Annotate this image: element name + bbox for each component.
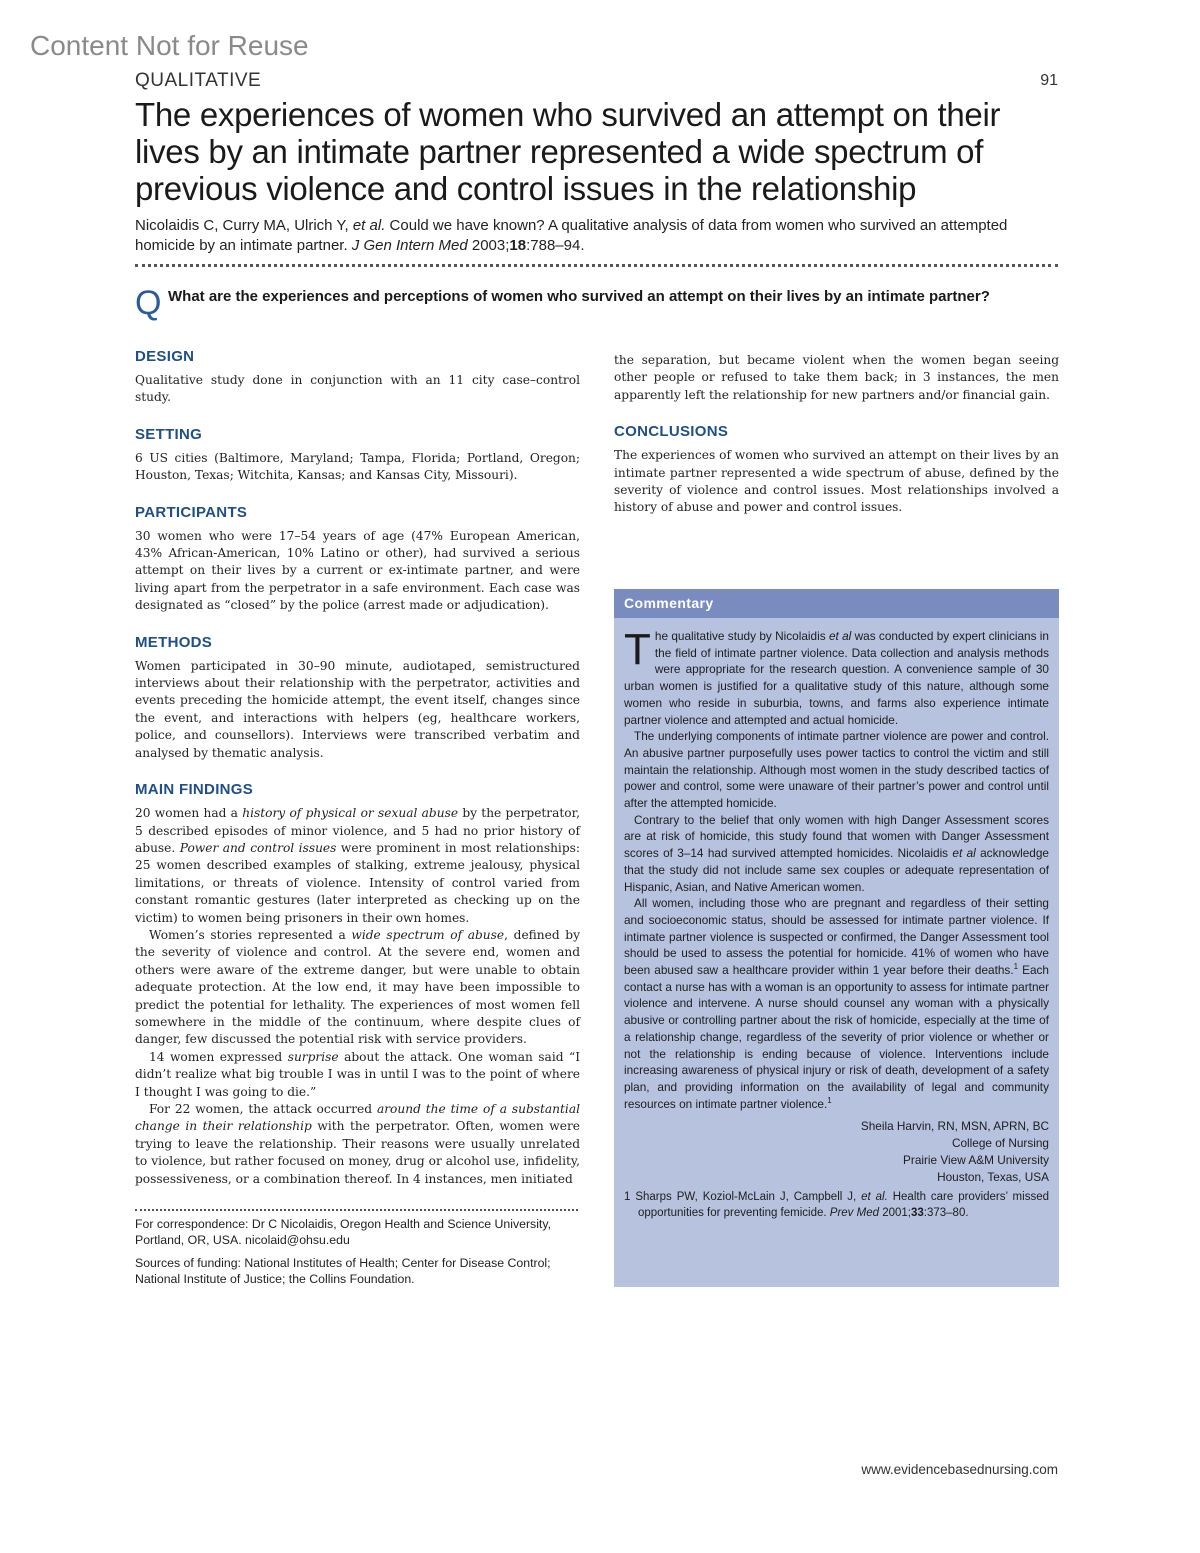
question-text: What are the experiences and perceptions of women who survived an attempt on their lives by an intimate partner? xyxy=(168,288,990,305)
article-title: The experiences of women who survived an attempt on their lives by an intimate partner represented a wide spectrum of previous violence and control issues in the relationship xyxy=(135,96,1001,207)
conclusions-heading: CONCLUSIONS xyxy=(614,423,729,441)
commentary-paragraph: All women, including those who are pregnant and regardless of their setting and socioeconomic status, should be assessed for intimate partner violence. If intimate partner violence is suspected or confirmed, the Danger Assessment tool should be used to assess the potential for homicide. 41% of women who have been abused saw a healthcare provider within 1 year before their deaths.$^1$ Each contact a nurse has with a woman is an opportunity to assess for intimate partner violence and intervene. A nurse should counsel any woman with a physically abusive or controlling partner about the risk of homicide, especially at the time of a relationship change, regardless of the severity of prior violence or whether or not the relationship is ending because of violence. Interventions include increasing awareness of physical injury or risk of death, development of a safety plan, and providing information on the availability of legal and community resources on intimate partner violence.$^1$ xyxy=(624,896,1049,1111)
findings-paragraph: For 22 women, the attack occurred around the time of a substantial change in their relationship with the perpetrator. Often, women were trying to leave the relationship. Their reasons were usually unrelated to violence, but rather focused on money, drug or alcohol use, infidelity, possessiveness, or a combination thereof. In 4 instances, men initiated xyxy=(135,1102,580,1186)
correspondence-block xyxy=(135,1216,580,1294)
conclusions-text: The experiences of women who survived an attempt on their lives by an intimate partner represented a wide spectrum of abuse, defined by the severity of violence and control issues. Most relationships involved a history of abuse and power and control issues. xyxy=(614,448,1059,515)
question-letter: Q xyxy=(135,284,162,322)
commentary-body xyxy=(614,618,1059,1221)
correspondence-text: For correspondence: Dr C Nicolaidis, Oregon Health and Science University, Portland, OR, USA. nicolaid@ohsu.edu xyxy=(135,1217,551,1247)
dotted-divider xyxy=(135,1209,578,1211)
findings-paragraph: 20 women had a history of physical or sexual abuse by the perpetrator, 5 described episodes of minor violence, and 5 had no prior history of abuse. Power and control issues were prominent in most relationships: 25 women described examples of stalking, extreme jealousy, physical limitations, or threats of violence. Intensity of control varied from constant romantic gestures (later interpreted as checking up on the victim) to women being prisoners in their own homes. xyxy=(135,806,580,925)
methods-heading: METHODS xyxy=(135,633,213,651)
commentary-paragraph: The underlying components of intimate partner violence are power and control. An abusive partner purposefully uses power tactics to control the victim and still maintain the relationship. Although most women in the study described tactics of power and control, some were unaware of their partner’s power and control until after the attempted homicide. xyxy=(624,729,1049,811)
commentary-box xyxy=(614,589,1059,1287)
commentary-paragraph: Contrary to the belief that only women with high Danger Assessment scores are at risk of homicide, this study found that women with Danger Assessment scores of 3–14 had survived attempted homicides. Nicolaidis et al acknowledge that the study did not include same sex couples or adequate representation of Hispanic, Asian, and Native American women. xyxy=(624,812,1049,894)
design-section xyxy=(135,348,580,407)
watermark: Content Not for Reuse xyxy=(30,30,309,61)
citation: Nicolaidis C, Curry MA, Ulrich Y, et al. Could we have known? A qualitative analysis of data from women who survived an attempted homicide by an intimate partner. J Gen Intern Med 2003;18:788–94. xyxy=(135,217,1008,254)
setting-section xyxy=(135,426,580,485)
findings-heading: MAIN FINDINGS xyxy=(135,781,254,799)
setting-heading: SETTING xyxy=(135,425,203,443)
findings-paragraph: 14 women expressed surprise about the attack. One woman said “I didn’t realize what big trouble I was in until I was to the point of where I thought I was going to die.” xyxy=(135,1049,581,1099)
findings-paragraph: Women’s stories represented a wide spectrum of abuse, defined by the severity of violence and control. At the severe end, women and others were aware of the extreme danger, but were unable to obtain adequate protection. At the low end, it may have been impossible to predict the potential for lethality. The experiences of most women fell somewhere in the middle of the continuum, where despite clues of danger, few discussed the potential risk with service providers. xyxy=(135,927,580,1047)
reference: 1 Sharps PW, Koziol-McLain J, Campbell J, et al. Health care providers’ missed opportunities for preventing femicide. Prev Med 2001;33:373–80. xyxy=(624,1191,1049,1220)
commentary-paragraph: The qualitative study by Nicolaidis et al was conducted by expert clinicians in the field of intimate partner violence. Data collection and analysis methods were appropriate for the research question. A convenience sample of 30 urban women is justified for a qualitative study of this nature, although some women who reside in suburbia, towns, and farms also experience intimate partner violence and attempted and actual homicide. xyxy=(624,625,1049,727)
participants-heading: PARTICIPANTS xyxy=(135,503,248,521)
setting-text: 6 US cities (Baltimore, Maryland; Tampa, Florida; Portland, Oregon; Houston, Texas; Witchita, Kansas; and Kansas City, Missouri). xyxy=(135,450,580,483)
findings-section xyxy=(135,781,580,1188)
commentary-author: Sheila Harvin, RN, MSN, APRN, BC College of Nursing Prairie View A&M University Houston, Texas, USA xyxy=(860,1119,1049,1184)
commentary-heading: Commentary xyxy=(614,589,1059,618)
page-number: 91 xyxy=(1040,72,1058,89)
funding-text: Sources of funding: National Institutes of Health; Center for Disease Control; National Institute of Justice; the Collins Foundation. xyxy=(135,1256,551,1286)
methods-text: Women participated in 30–90 minute, audiotaped, semistructured interviews about their relationship with the perpetrator, activities and events preceding the homicide attempt, the event itself, changes since the event, and interactions with helpers (eg, healthcare workers, police, and counsellors). Interviews were transcribed verbatim and analysed by thematic analysis. xyxy=(135,658,580,760)
findings-paragraph: the separation, but became violent when the women began seeing other people or refused to take them back; in 3 instances, the men apparently left the relationship for new partners and/or financial gain. xyxy=(614,353,1059,402)
drop-cap: T xyxy=(624,625,651,674)
conclusions-section xyxy=(614,423,1059,517)
design-heading: DESIGN xyxy=(135,348,195,365)
section-label: QUALITATIVE xyxy=(135,70,262,91)
footer-url: www.evidencebasednursing.com xyxy=(861,1462,1058,1477)
right-column xyxy=(614,352,1059,536)
design-text: Qualitative study done in conjunction with an 11 city case–control study. xyxy=(135,373,580,405)
findings-continuation xyxy=(614,352,1059,404)
methods-section xyxy=(135,634,580,762)
participants-text: 30 women who were 17–54 years of age (47% European American, 43% African-American, 10% Latino or other), had survived a serious attempt on their lives by a current or ex-intimate partner, and were living apart from the perpetrator in a safe environment. Each case was designated as “closed” by the police (arrest made or adjudication). xyxy=(135,528,580,613)
participants-section xyxy=(135,504,580,615)
left-column xyxy=(135,348,580,1207)
dotted-divider xyxy=(135,264,1058,267)
